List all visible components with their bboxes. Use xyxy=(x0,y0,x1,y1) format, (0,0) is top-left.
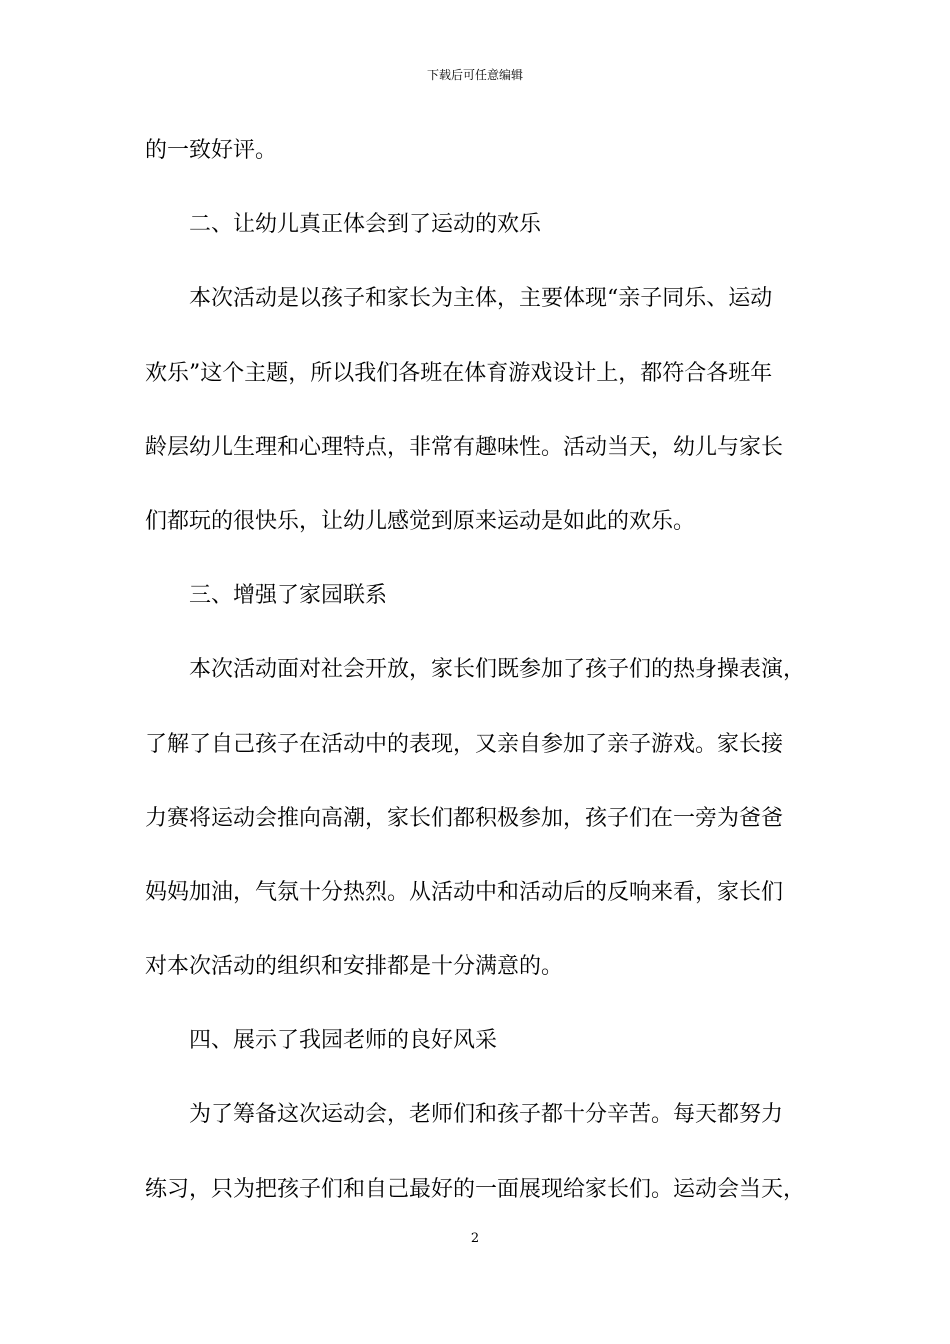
text-line: 们都玩的很快乐，让幼儿感觉到原来运动是如此的欢乐。 xyxy=(145,508,696,534)
text-line: 为了筹备这次运动会，老师们和孩子都十分辛苦。每天都努力 xyxy=(189,1102,784,1128)
page-number: 2 xyxy=(470,1231,480,1246)
section-heading-3: 三、增强了家园联系 xyxy=(189,583,388,609)
text-line: 龄层幼儿生理和心理特点，非常有趣味性。活动当天，幼儿与家长 xyxy=(145,434,784,460)
text-line: 对本次活动的组织和安排都是十分满意的。 xyxy=(145,954,564,980)
text-line: 欢乐”这个主题，所以我们各班在体育游戏设计上，都符合各班年 xyxy=(145,360,773,386)
text-line: 力赛将运动会推向高潮，家长们都积极参加，孩子们在一旁为爸爸 xyxy=(145,805,784,831)
text-line: 本次活动是以孩子和家长为主体，主要体现“亲子同乐、运动 xyxy=(189,286,773,312)
text-line: 本次活动面对社会开放，家长们既参加了孩子们的热身操表演， xyxy=(189,657,806,683)
text-line: 的一致好评。 xyxy=(145,138,278,163)
text-line: 练习，只为把孩子们和自己最好的一面展现给家长们。运动会当天， xyxy=(145,1176,806,1202)
page-header: 下载后可任意编辑 xyxy=(426,68,523,82)
text-line: 了解了自己孩子在活动中的表现，又亲自参加了亲子游戏。家长接 xyxy=(145,731,784,757)
section-heading-4: 四、展示了我园老师的良好风采 xyxy=(189,1028,498,1054)
text-line: 妈妈加油，气氛十分热烈。从活动中和活动后的反响来看，家长们 xyxy=(145,879,784,905)
document-body xyxy=(145,130,835,1243)
section-heading-2: 二、让幼儿真正体会到了运动的欢乐 xyxy=(189,212,542,238)
